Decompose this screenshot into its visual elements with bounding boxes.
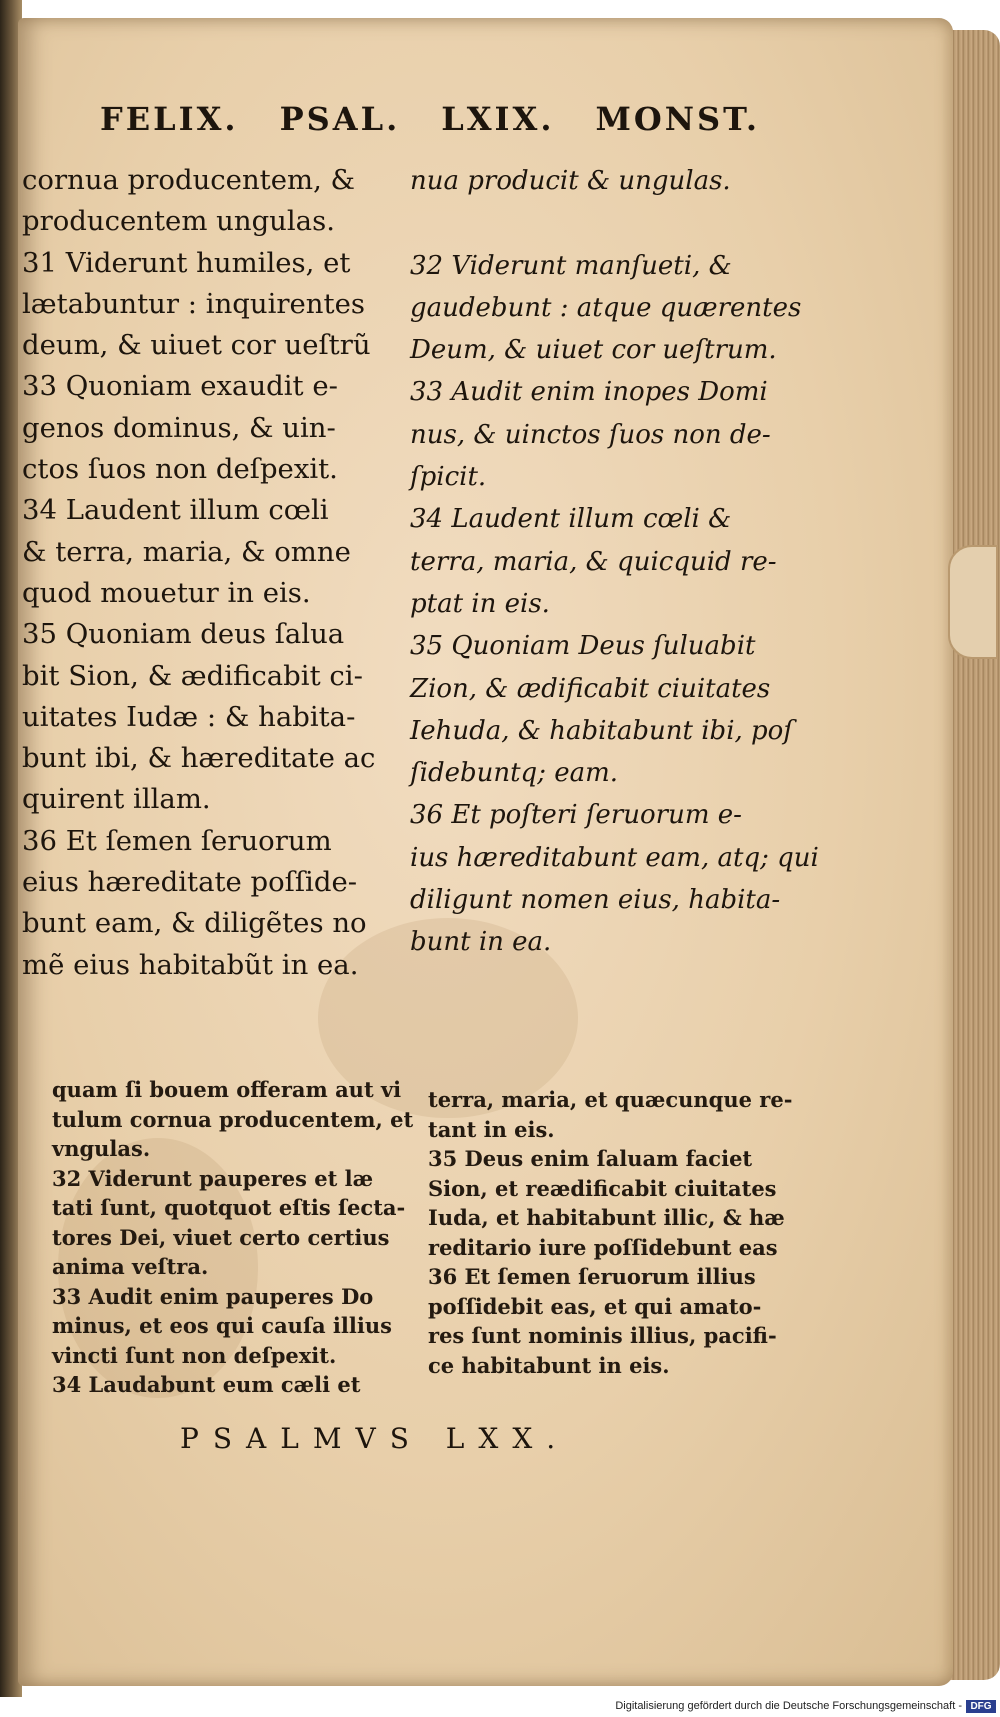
text-line: 34 Laudent illum cœli: [22, 494, 329, 527]
text-line: nua producit & ungulas.: [410, 166, 731, 196]
text-line: ſpicit.: [410, 462, 487, 493]
text-line: tant in eis.: [428, 1116, 555, 1142]
text-line: 31 Viderunt humiles, et: [22, 246, 351, 279]
text-line: & terra, maria, & omne: [22, 535, 351, 568]
text-line: mẽ eius habitabũt in ea.: [22, 948, 359, 981]
page-edges: [945, 30, 1000, 1680]
text-line: nus, & uinctos ſuos non de-: [410, 419, 771, 450]
running-head-part: FELIX.: [100, 100, 239, 138]
text-line: lætabuntur : inquirentes: [22, 287, 365, 320]
text-line: ius hæreditabunt eam, atq; qui: [410, 842, 819, 873]
bottom-left-translation: [52, 1075, 412, 1400]
text-line: cornua producentem, &: [22, 164, 356, 196]
text-line: 34 Laudent illum cœli &: [410, 504, 732, 535]
funding-credit: Digitalisierung gefördert durch die Deutsche Forschungsgemeinschaft -: [615, 1700, 962, 1712]
text-line: 32 Viderunt manſueti, &: [410, 250, 732, 281]
clasp-tab: [948, 545, 998, 659]
text-line: Deum, & uiuet cor ueſtrum.: [410, 335, 777, 366]
text-line: terra, maria, & quicquid re-: [410, 546, 777, 577]
psalm-heading: PSALMVS LXX.: [180, 1422, 570, 1455]
text-line: res ſunt nominis illius, pacifi-: [428, 1323, 777, 1348]
text-line: 36 Et poſteri ſeruorum e-: [410, 800, 742, 831]
text-line: 35 Quoniam Deus ſuluabit: [410, 631, 756, 662]
text-line: quirent illam.: [22, 783, 211, 816]
running-head: [100, 100, 760, 138]
text-line: eius hæreditate poſſide-: [22, 866, 358, 899]
text-line: ctos ſuos non deſpexit.: [22, 453, 338, 486]
bottom-right-translation: [428, 1085, 828, 1380]
text-line: tores Dei, viuet certo certius: [52, 1224, 390, 1250]
text-line: gaudebunt : atque quærentes: [410, 292, 802, 323]
running-head-part: PSAL.: [279, 100, 401, 138]
text-line: reditario iure poſſidebunt eas: [428, 1234, 778, 1260]
text-line: genos dominus, & uin-: [22, 411, 336, 444]
text-line: tulum cornua producentem, et: [52, 1106, 414, 1132]
text-line: 35 Deus enim ſaluam faciet: [428, 1146, 753, 1171]
text-line: quam ſi bouem offeram aut vi: [52, 1077, 402, 1102]
text-line: bunt in ea.: [410, 927, 552, 958]
text-line: 32 Viderunt pauperes et læ: [52, 1165, 374, 1191]
text-line: vngulas.: [52, 1136, 151, 1161]
text-line: 35 Quoniam deus ſalua: [22, 618, 345, 651]
text-line: diligunt nomen eius, habita-: [410, 885, 781, 916]
text-line: Iehuda, & habitabunt ibi, poſ: [410, 715, 793, 746]
text-line: minus, et eos qui cauſa illius: [52, 1313, 392, 1338]
text-line: tati ſunt, quotquot eſtis ſecta-: [52, 1195, 406, 1220]
text-line: anima veſtra.: [52, 1254, 209, 1279]
text-line: Sion, et reædificabit ciuitates: [428, 1175, 777, 1201]
text-line: bunt eam, & diligẽtes no: [22, 907, 367, 940]
running-head-part: LXIX.: [441, 100, 555, 138]
text-line: vincti ſunt non deſpexit.: [52, 1342, 337, 1368]
text-line: 33 Audit enim inopes Domi: [410, 377, 768, 408]
text-line: poſſidebit eas, et qui amato-: [428, 1293, 762, 1319]
text-line: 36 Et ſemen ſeruorum: [22, 824, 332, 857]
text-line: bunt ibi, & hæreditate ac: [22, 742, 376, 775]
text-line: producentem ungulas.: [22, 205, 335, 238]
text-line: bit Sion, & ædificabit ci-: [22, 659, 363, 692]
text-line: 33 Audit enim pauperes Do: [52, 1283, 374, 1309]
text-line: deum, & uiuet cor ueſtrũ: [22, 329, 371, 362]
text-line: Iuda, et habitabunt illic, & hæ: [428, 1205, 785, 1230]
text-line: ce habitabunt in eis.: [428, 1352, 670, 1378]
dfg-logo: DFG: [966, 1700, 996, 1713]
text-line: 33 Quoniam exaudit e-: [22, 370, 338, 403]
text-line: [410, 202, 830, 244]
text-line: 34 Laudabunt eum cæli et: [52, 1372, 361, 1397]
text-line: ſidebuntq; eam.: [410, 758, 619, 789]
right-column-text: [410, 160, 830, 964]
running-head-part: MONST.: [595, 100, 760, 138]
text-line: uitates Iudæ : & habita-: [22, 700, 356, 733]
text-line: Zion, & ædificabit ciuitates: [410, 673, 771, 704]
text-line: quod mouetur in eis.: [22, 576, 311, 609]
text-line: 36 Et ſemen ſeruorum illius: [428, 1264, 756, 1289]
text-line: ptat in eis.: [410, 588, 550, 619]
left-column-text: [22, 160, 422, 986]
text-line: terra, maria, et quæcunque re-: [428, 1087, 793, 1112]
